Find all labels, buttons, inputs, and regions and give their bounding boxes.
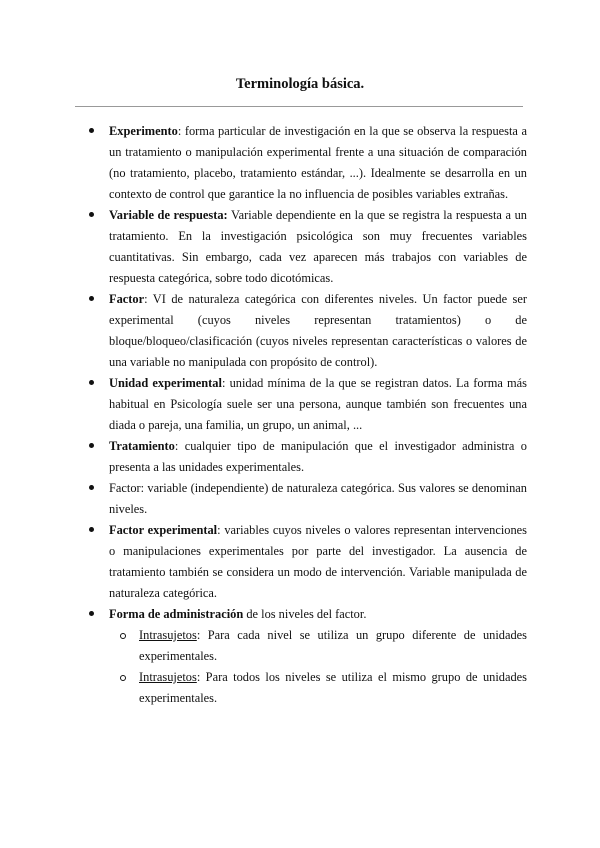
list-item-tratamiento xyxy=(109,436,527,478)
term: Experimento xyxy=(109,124,178,138)
list-item-experimento xyxy=(109,121,527,205)
sublist-item xyxy=(139,625,527,667)
sub-definition: : Para todos los niveles se utiliza el mismo grupo de unidades experimentales. xyxy=(139,670,527,705)
definition: VI de naturaleza categórica con diferentes niveles. Un factor puede ser experimental (cuyos niveles representan tratamientos) o de bloque/bloqueo/clasificación (cuyos niveles representan características o valores de una variable no manipulada con propósito de control). xyxy=(109,292,527,369)
page-title: Terminología básica. xyxy=(235,76,365,92)
definition: variables cuyos niveles o valores representan intervenciones o manipulaciones experimentales por parte del investigador. La ausencia de tratamiento también se considera un modo de intervención. Variable manipulada de naturaleza categórica. xyxy=(109,523,527,600)
term: Variable de respuesta: xyxy=(109,208,228,222)
sublist-item xyxy=(139,667,527,709)
bullet-icon xyxy=(89,611,94,616)
bullet-icon xyxy=(89,128,94,133)
bullet-icon xyxy=(89,485,94,490)
definition: de los niveles del factor. xyxy=(243,607,367,621)
sub-term: Intrasujetos xyxy=(139,670,197,684)
circle-bullet-icon xyxy=(120,633,126,639)
term: Factor xyxy=(109,292,145,306)
circle-bullet-icon xyxy=(120,675,126,681)
bullet-icon xyxy=(89,380,94,385)
list-item-factor-variable xyxy=(109,478,527,520)
definition: unidad mínima de la que se registran datos. La forma más habitual en Psicología suele ser una persona, aunque también son frecuentes una diada o pareja, una familia, un grupo, un animal, ... xyxy=(109,376,527,432)
list-item-factor xyxy=(109,289,527,373)
term: Forma de administración xyxy=(109,607,244,621)
definition: forma particular de investigación en la que se observa la respuesta a un tratamiento o manipulación experimental frente a una situación de comparación (no tratamiento, placebo, tratamiento estándar, ...). Idealmente se desarrolla en un contexto de control que garantice la no influencia de posibles variables extrañas. xyxy=(109,124,527,201)
definition: Factor: variable (independiente) de naturaleza categórica. Sus valores se denominan niveles. xyxy=(109,481,527,516)
sub-definition: : Para cada nivel se utiliza un grupo diferente de unidades experimentales. xyxy=(139,628,527,663)
term-sep: : xyxy=(144,292,148,306)
term: Factor experimental xyxy=(109,523,218,537)
term-sep: : xyxy=(174,439,179,453)
term-sep: : xyxy=(221,376,226,390)
bullet-icon xyxy=(89,443,94,448)
sub-term: Intrasujetos xyxy=(139,628,197,642)
bullet-icon xyxy=(89,296,94,301)
list-item-forma-administracion xyxy=(109,604,527,709)
title-divider xyxy=(75,106,523,107)
term-sep: : xyxy=(217,523,221,537)
list-item-factor-experimental xyxy=(109,520,527,604)
list-item-unidad-experimental xyxy=(109,373,527,436)
terminology-list xyxy=(109,121,527,709)
definition: cualquier tipo de manipulación que el investigador administra o presenta a las unidades experimentales. xyxy=(109,439,527,474)
administration-sublist xyxy=(109,625,527,709)
bullet-icon xyxy=(89,212,94,217)
term: Unidad experimental xyxy=(109,376,222,390)
term-sep: : xyxy=(177,124,182,138)
definition: Variable dependiente en la que se registra la respuesta a un tratamiento. En la investigación psicológica son muy frecuentes variables cuantitativas. Sin embargo, cada vez aparecen más trabajos con variables de respuesta categórica, sobre todo dicotómicas. xyxy=(109,208,527,285)
list-item-variable-respuesta xyxy=(109,205,527,289)
term: Tratamiento xyxy=(109,439,175,453)
bullet-icon xyxy=(89,527,94,532)
